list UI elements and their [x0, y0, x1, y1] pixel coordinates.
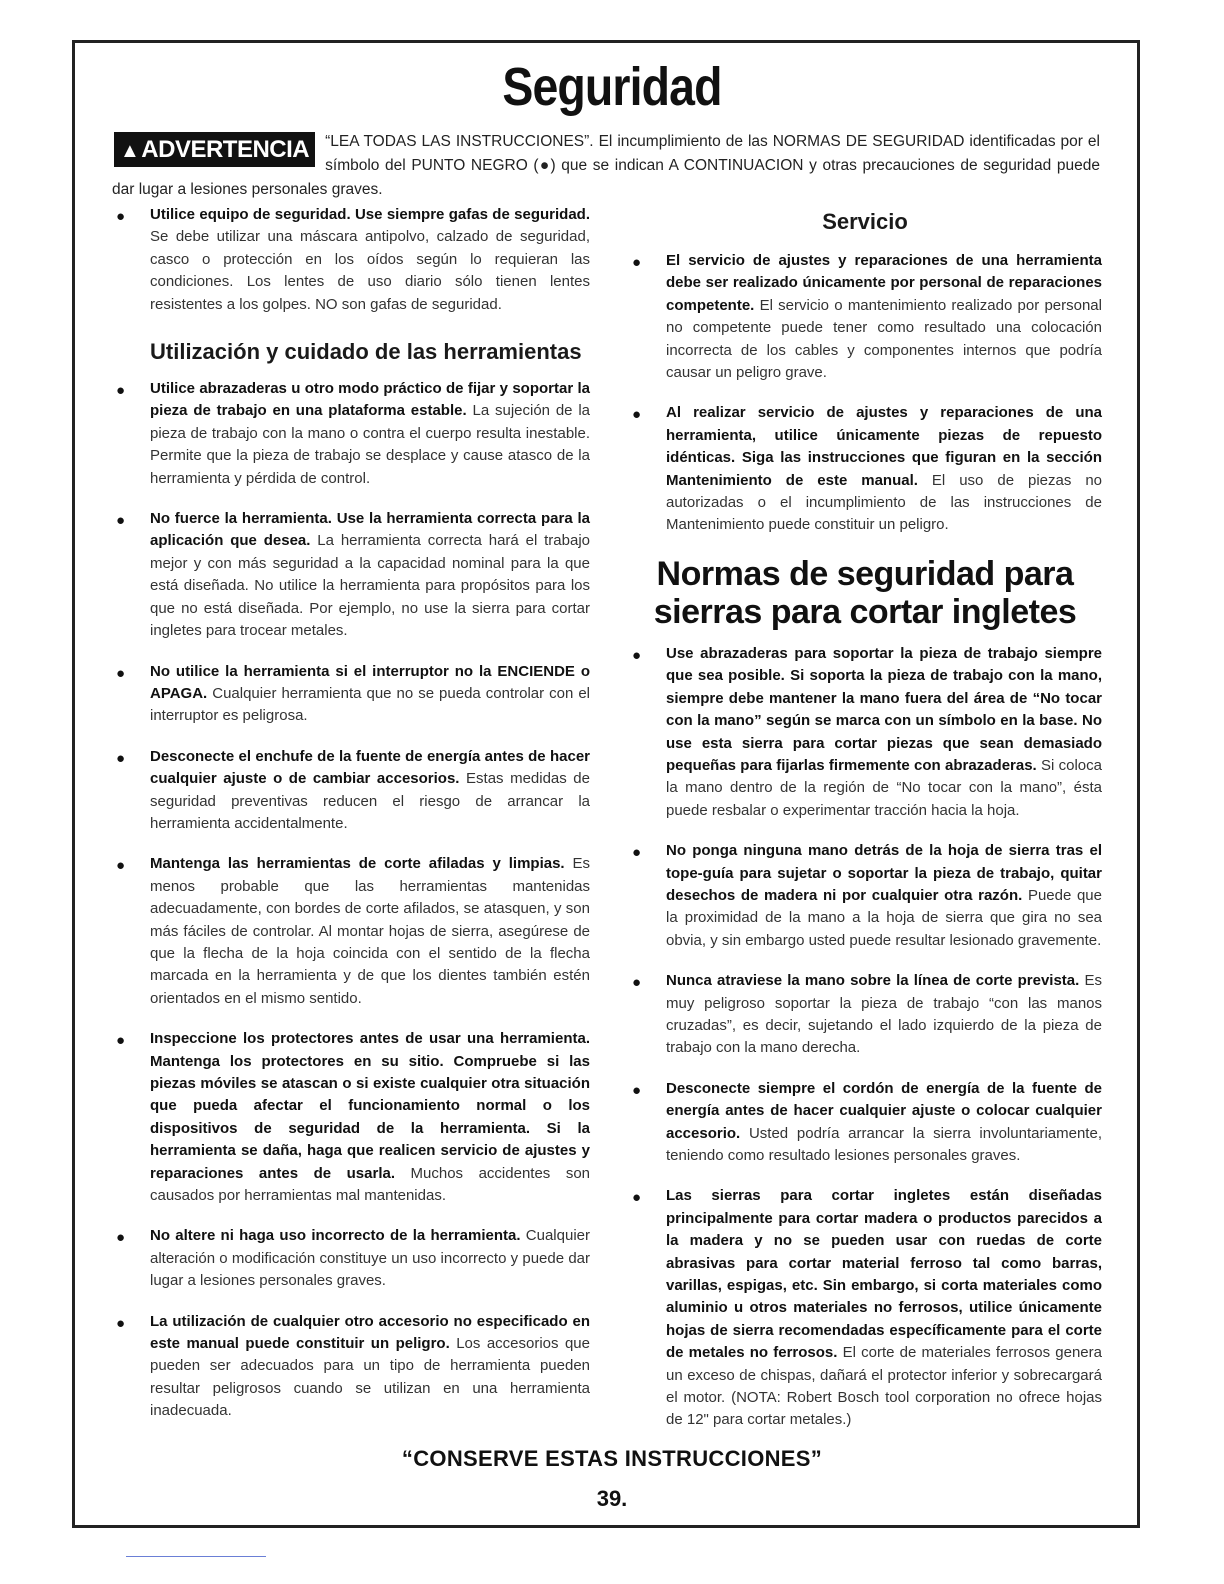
item-text: Si coloca la mano dentro de la región de “No tocar con la mano”, ésta puede resbalar o experimentar tracción hacia la hoja.	[666, 756, 1102, 819]
item-bold-text: Use abrazaderas para soportar la pieza de trabajo siempre que sea posible. Si soporta la pieza de trabajo con la mano, siempre debe mantener la mano fuera del área de “No tocar con la mano” según se marca con un símbolo en la base. No use esta sierra para cortar piezas que sean demasiado pequeñas para fijarlas firmemente con abrazaderas.	[666, 644, 1102, 774]
item-bold-text: No fuerce la herramienta. Use la herramienta correcta para la aplicación que desea.	[150, 510, 590, 550]
item-bold-text: No altere ni haga uso incorrecto de la herramienta.	[150, 1227, 521, 1245]
left-column	[112, 204, 590, 1441]
right-column	[628, 204, 1102, 1450]
warning-badge	[114, 132, 315, 167]
bullet-icon: ●	[116, 664, 126, 682]
list-item	[112, 508, 590, 642]
item-bold-text: Las sierras para cortar ingletes están diseñadas principalmente para cortar madera o productos parecidos a la madera y no se pueden usar con ruedas de corte abrasivas para cortar material ferroso tal como barras, varillas, espigas, etc. Sin embargo, si corta materiales como aluminio u otros materiales no ferrosos, utilice únicamente hojas de sierra recomendadas específicamente para el corte de metales no ferrosos.	[666, 1187, 1102, 1362]
bullet-icon: ●	[632, 254, 642, 271]
bullet-icon: ●	[632, 1081, 642, 1099]
bullet-icon: ●	[116, 857, 126, 875]
list-item	[628, 250, 1102, 384]
bullet-icon: ●	[116, 382, 126, 400]
item-text: Puede que la proximidad de la mano a la hoja de sierra que gira no sea obvia, y sin embargo usted puede resultar lesionado gravemente.	[666, 886, 1102, 949]
bullet-icon: ●	[116, 1229, 126, 1247]
page-number: 39.	[596, 1486, 628, 1511]
list-item	[628, 643, 1102, 822]
item-text: Es muy peligroso soportar la pieza de trabajo “con las manos cruzadas”, es decir, sujetando el lado izquierdo de la pieza de trabajo con la mano derecha.	[666, 972, 1102, 1057]
item-bold-text: Mantenga las herramientas de corte afiladas y limpias.	[150, 855, 565, 873]
conserve-instructions-note: “CONSERVE ESTAS INSTRUCCIONES”	[401, 1446, 823, 1471]
list-item	[112, 1311, 590, 1423]
bullet-icon: ●	[632, 646, 642, 664]
item-text: El servicio o mantenimiento realizado por personal no competente puede tener como resultado una colocación incorrecta de los cables y componentes internos que podría causar un peligro grave.	[666, 296, 1102, 382]
bullet-icon: ●	[632, 1189, 642, 1207]
bullet-icon: ●	[116, 749, 126, 767]
item-text: Muchos accidentes son causados por herramientas mal mantenidas.	[150, 1164, 591, 1205]
list-item	[112, 1028, 590, 1207]
section-heading-miter-saw-rules: Normas de seguridad para sierras para cortar ingletes	[653, 554, 1077, 631]
item-text: La sujeción de la pieza de trabajo con la mano o contra el cuerpo resulta inestable. Permite que la pieza de trabajo se desplace y cause atasco de la herramienta y pérdida de control.	[150, 402, 590, 487]
item-text: Es menos probable que las herramientas mantenidas adecuadamente, con bordes de corte afilados, se atasquen, y son más fáciles de controlar. Al montar hojas de sierra, asegúrese de que la flecha de la hoja coincida con el sentido de la flecha marcada en la herramienta y de que los dientes también estén orientados en el mismo sentido.	[150, 855, 590, 1007]
list-item	[112, 853, 590, 1010]
item-text: La herramienta correcta hará el trabajo mejor y con más seguridad a la capacidad nominal para la que está diseñada. No utilice la herramienta para propósitos para los que no está diseñada. Por ejemplo, no use la sierra para cortar ingletes para trocear metales.	[150, 532, 591, 640]
warning-badge-label: ADVERTENCIA	[141, 136, 310, 163]
list-item	[112, 661, 590, 728]
bullet-icon: ●	[632, 406, 642, 424]
item-bold-text: Utilice abrazaderas u otro modo práctico de fijar y soportar la pieza de trabajo en una plataforma estable.	[150, 380, 590, 420]
section-heading-tool-use: Utilización y cuidado de las herramientas	[150, 339, 582, 365]
warning-triangle-icon: ▲	[120, 140, 140, 162]
item-text: Se debe utilizar una máscara antipolvo, calzado de seguridad, casco o protección en los oídos según lo requieran las condiciones. Los lentes de uso diario sólo tienen lentes resistentes a los golpes. NO son gafas de seguridad.	[150, 228, 590, 313]
bullet-icon: ●	[632, 974, 642, 992]
warning-block	[112, 130, 1100, 202]
bullet-icon: ●	[632, 844, 642, 862]
service-items-list	[628, 250, 1102, 537]
list-item	[628, 402, 1102, 536]
item-text: El uso de piezas no autorizadas o el incumplimiento de las instrucciones de Mantenimiento puede constituir un peligro.	[666, 471, 1102, 534]
item-bold-text: Al realizar servicio de ajustes y reparaciones de una herramienta, utilice únicamente piezas de repuesto idénticas. Siga las instrucciones que figuran en la sección Mantenimiento de este manual.	[666, 404, 1102, 489]
item-text: El corte de materiales ferrosos genera un exceso de chispas, dañará el protector inferior y sobrecargará el motor. (NOTA: Robert Bosch tool corporation no ofrece hojas de 12" para cortar metales.)	[666, 1344, 1102, 1429]
item-bold-text: Utilice equipo de seguridad. Use siempre gafas de seguridad.	[150, 206, 590, 223]
item-bold-text: No ponga ninguna mano detrás de la hoja de sierra tras el tope-guía para sujetar o soportar la pieza de trabajo, quitar desechos de madera ni por cualquier otra razón.	[666, 842, 1102, 904]
item-bold-text: Desconecte siempre el cordón de energía de la fuente de energía antes de hacer cualquier ajuste o colocar cualquier accesorio.	[666, 1079, 1102, 1142]
bullet-icon: ●	[116, 1314, 126, 1332]
list-item	[628, 1078, 1102, 1168]
rules-items-list	[628, 643, 1102, 1432]
item-bold-text: La utilización de cualquier otro accesorio no especificado en este manual puede constituir un peligro.	[150, 1312, 590, 1353]
list-item	[112, 204, 590, 316]
bullet-icon: ●	[116, 512, 126, 530]
list-item	[112, 378, 590, 490]
page-title: Seguridad	[502, 57, 722, 117]
item-text: Cualquier herramienta que no se pueda controlar con el interruptor es peligrosa.	[150, 684, 590, 725]
item-bold-text: Desconecte el enchufe de la fuente de energía antes de hacer cualquier ajuste o de cambiar accesorios.	[150, 747, 590, 788]
item-text: Estas medidas de seguridad preventivas reducen el riesgo de arrancar la herramienta accidentalmente.	[150, 770, 590, 832]
item-bold-text: Nunca atraviese la mano sobre la línea de corte prevista.	[666, 972, 1080, 990]
list-item	[628, 1185, 1102, 1431]
list-item	[112, 746, 590, 836]
item-text: Cualquier alteración o modificación constituye un uso incorrecto y puede dar lugar a lesiones personales graves.	[150, 1227, 590, 1290]
item-text: Usted podría arrancar la sierra involuntariamente, teniendo como resultado lesiones personales graves.	[666, 1124, 1102, 1164]
warning-text: “LEA TODAS LAS INSTRUCCIONES”. El incumplimiento de las NORMAS DE SEGURIDAD identificadas por el símbolo del PUNTO NEGRO (●) que se indican A CONTINUACION y otras precauciones de seguridad puede dar lugar a lesiones personales graves.	[112, 133, 1100, 198]
item-text: Los accesorios que pueden ser adecuados para un tipo de herramienta pueden resultar peligrosos cuando se utilizan en una herramienta inadecuada.	[150, 1335, 590, 1420]
scan-artifact-line	[126, 1556, 266, 1557]
bullet-icon: ●	[116, 208, 126, 225]
item-bold-text: No utilice la herramienta si el interruptor no la ENCIENDE o APAGA.	[150, 662, 590, 702]
section-heading-service: Servicio	[822, 209, 908, 234]
list-item	[628, 840, 1102, 952]
left-items-list	[112, 378, 590, 1423]
list-item	[628, 970, 1102, 1060]
item-bold-text: Inspeccione los protectores antes de usar una herramienta. Mantenga los protectores en su sitio. Compruebe si las piezas móviles se atascan o si existe cualquier otra situación que pueda afectar el funcionamiento normal o los dispositivos de seguridad de la herramienta. Si la herramienta se daña, haga que realicen servicio de ajustes y reparaciones antes de usarla.	[150, 1030, 590, 1182]
item-bold-text: El servicio de ajustes y reparaciones de una herramienta debe ser realizado únicamente por personal de reparaciones competente.	[666, 252, 1102, 314]
list-item	[112, 1225, 590, 1292]
bullet-icon: ●	[116, 1032, 126, 1050]
